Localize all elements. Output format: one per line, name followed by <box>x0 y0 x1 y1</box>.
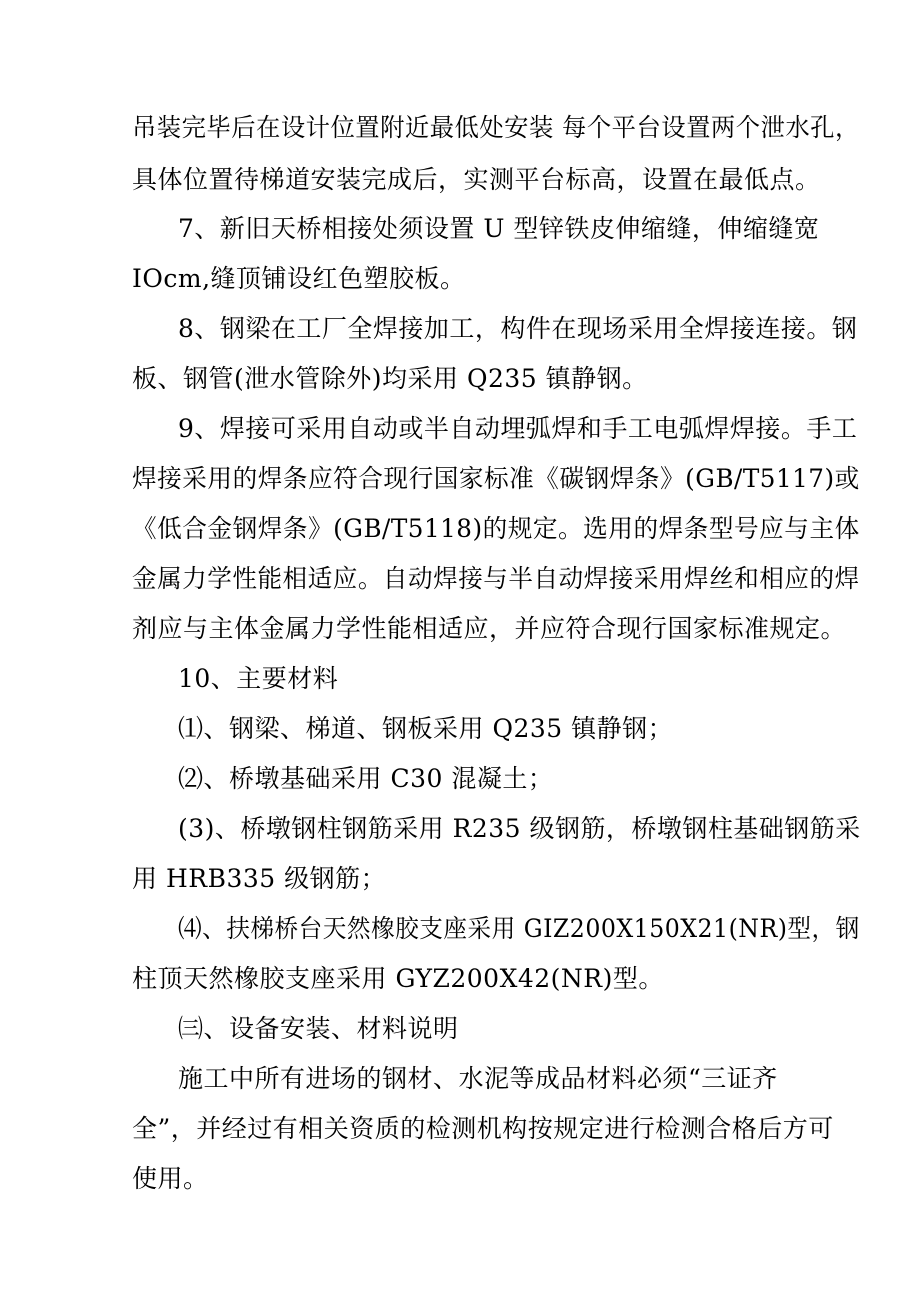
text-line: 《低合金钢焊条》(GB/T5118)的规定。选用的焊条型号应与主体 <box>132 514 860 543</box>
text-line: 剂应与主体金属力学性能相适应，并应符合现行国家标准规定。 <box>132 614 847 643</box>
text-line: 施工中所有进场的钢材、水泥等成品材料必须“三证齐 <box>178 1064 778 1093</box>
text-line: (3)、桥墩钢柱钢筋采用 R235 级钢筋，桥墩钢柱基础钢筋采 <box>178 814 861 843</box>
text-line: ⑴、钢梁、梯道、钢板采用 Q235 镇静钢； <box>178 714 674 743</box>
text-line: 使用。 <box>132 1164 209 1193</box>
text-line: 板、钢管(泄水管除外)均采用 Q235 镇静钢。 <box>132 364 648 393</box>
text-line: 焊接采用的焊条应符合现行国家标准《碳钢焊条》(GB/T5117)或 <box>132 464 860 493</box>
text-line: ⑷、扶梯桥台天然橡胶支座采用 GIZ200X150X21(NR)型，钢 <box>178 914 860 943</box>
text-line: 用 HRB335 级钢筋； <box>132 864 387 893</box>
text-line: 全”，并经过有相关资质的检测机构按规定进行检测合格后方可 <box>132 1114 834 1143</box>
text-line: 9、焊接可采用自动或半自动埋弧焊和手工电弧焊焊接。手工 <box>178 414 858 443</box>
text-line: 10、主要材料 <box>178 664 339 693</box>
text-line: 柱顶天然橡胶支座采用 GYZ200X42(NR)型。 <box>132 964 664 993</box>
text-line: 具体位置待梯道安装完成后，实测平台标高，设置在最低点。 <box>132 165 821 194</box>
text-line: ㈢、设备安装、材料说明 <box>178 1014 459 1043</box>
text-line: ⑵、桥墩基础采用 C30 混凝土； <box>178 764 554 793</box>
text-line: 金属力学性能相适应。自动焊接与半自动焊接采用焊丝和相应的焊 <box>132 564 860 593</box>
text-line: 吊装完毕后在设计位置附近最低处安装 每个平台设置两个泄水孔， <box>132 113 860 142</box>
text-line: IOcm,缝顶铺设红色塑胶板。 <box>132 264 466 293</box>
text-line: 7、新旧天桥相接处须设置 U 型锌铁皮伸缩缝，伸缩缝宽 <box>178 214 820 243</box>
text-line: 8、钢梁在工厂全焊接加工，构件在现场采用全焊接连接。钢 <box>178 314 858 343</box>
